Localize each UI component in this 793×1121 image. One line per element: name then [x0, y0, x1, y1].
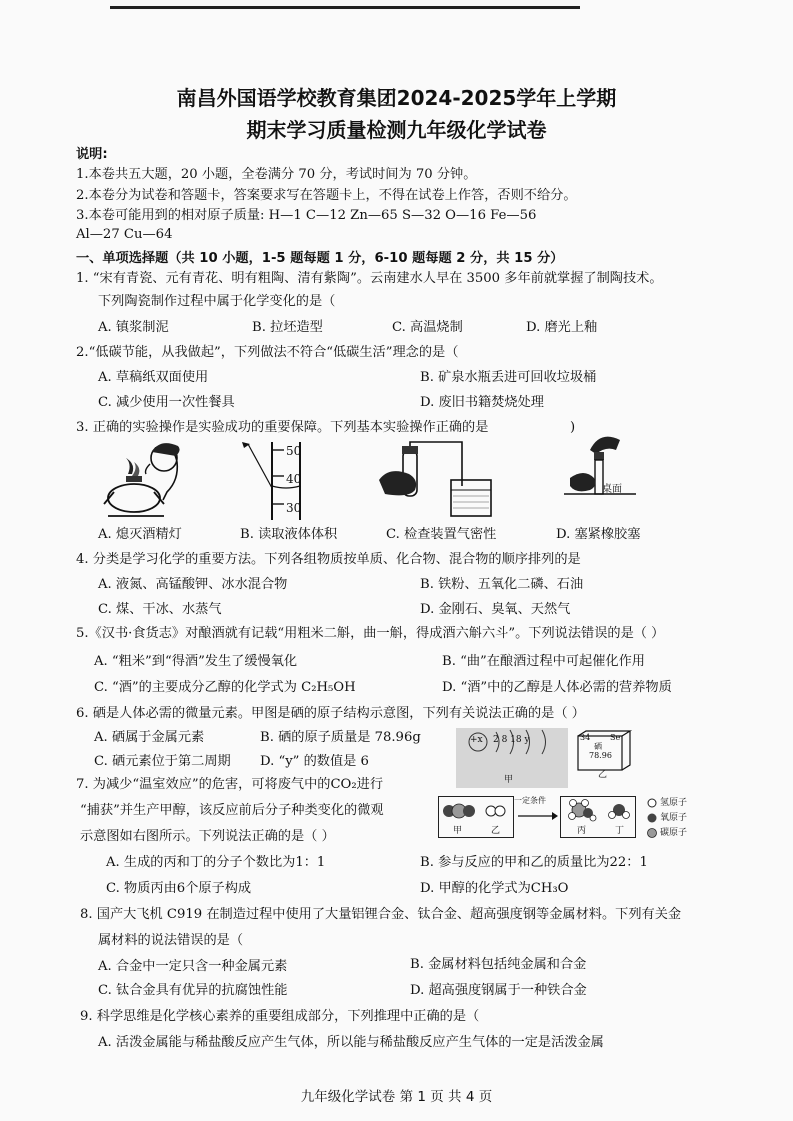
cylinder-tick-40: 40 — [286, 472, 302, 486]
desk-label: 桌面 — [602, 484, 622, 495]
exam-title-line2: 期末学习质量检测九年级化学试卷 — [246, 118, 547, 142]
q1-option-b: B. 拉坯造型 — [252, 320, 323, 335]
q2-option-b: B. 矿泉水瓶丢进可回收垃圾桶 — [420, 370, 597, 385]
q6-stem: 6. 硒是人体必需的微量元素。甲图是硒的原子结构示意图，下列有关说法正确的是（ ） — [76, 706, 585, 721]
element-mass: 78.96 — [589, 751, 612, 760]
q3-option-c: C. 检查装置气密性 — [386, 527, 497, 542]
atom-structure-panel — [456, 728, 568, 788]
element-number: 34 — [580, 733, 591, 742]
q9-stem: 9. 科学思维是化学核心素养的重要组成部分，下列推理中正确的是（ — [80, 1009, 480, 1024]
airtightness-figure — [375, 440, 515, 522]
legend-hydrogen: 氢原子 — [660, 798, 688, 808]
reactant-jia: 甲 — [453, 826, 463, 836]
q3-option-b: B. 读取液体体积 — [240, 527, 338, 542]
element-symbol: Se — [610, 733, 621, 742]
q6-option-a: A. 硒属于金属元素 — [94, 730, 205, 745]
atom-legend-markers — [646, 798, 660, 840]
reaction-condition: 一定条件 — [514, 796, 546, 805]
cylinder-tick-50: 50 — [286, 444, 302, 458]
note-3b: Al—27 Cu—64 — [76, 227, 173, 242]
atom-figure-label: 甲 — [504, 775, 514, 785]
reaction-arrow — [516, 806, 560, 820]
q3-option-d: D. 塞紧橡胶塞 — [556, 527, 641, 542]
q1-option-d: D. 磨光上釉 — [526, 320, 598, 335]
q1-option-a: A. 镇浆制泥 — [98, 320, 169, 335]
q6-option-c: C. 硒元素位于第二周期 — [94, 754, 231, 769]
reactant-yi: 乙 — [491, 826, 501, 836]
q2-option-c: C. 减少使用一次性餐具 — [98, 395, 235, 410]
notes-label: 说明: — [76, 147, 108, 162]
q3-paren: ) — [570, 420, 576, 435]
products-molecules — [561, 797, 637, 839]
q5-option-a: A. “粗米”到“得酒”发生了缓慢氧化 — [94, 654, 298, 669]
products-box — [560, 796, 636, 838]
scan-top-line — [110, 6, 580, 9]
element-figure-label: 乙 — [598, 770, 608, 780]
q7-option-d: D. 甲醇的化学式为CH₃O — [420, 881, 569, 896]
q6-option-b: B. 硒的原子质量是 78.96g — [260, 730, 421, 745]
q2-option-d: D. 废旧书籍焚烧处理 — [420, 395, 544, 410]
q6-option-d: D. “y” 的数值是 6 — [260, 754, 369, 769]
q9-option-a: A. 活泼金属能与稀盐酸反应产生气体，所以能与稀盐酸反应产生气体的一定是活泼金属 — [98, 1035, 604, 1050]
q8-option-a: A. 合金中一定只含一种金属元素 — [98, 959, 288, 974]
q4-stem: 4. 分类是学习化学的重要方法。下列各组物质按单质、化合物、混合物的顺序排列的是 — [76, 552, 581, 567]
q5-stem: 5.《汉书·食货志》对酿酒就有记载“用粗米二斛，曲一斛，得成酒六斛六斗”。下列说法错误的是（ ） — [76, 626, 665, 641]
q7-option-b: B. 参与反应的甲和乙的质量比为22：1 — [420, 855, 648, 870]
legend-carbon: 碳原子 — [660, 828, 688, 838]
q1-option-c: C. 高温烧制 — [392, 320, 463, 335]
q8-option-c: C. 钛合金具有优异的抗腐蚀性能 — [98, 983, 288, 998]
q2-option-a: A. 草稿纸双面使用 — [98, 370, 209, 385]
note-2: 2.本卷分为试卷和答题卡，答案要求写在答题卡上，不得在试卷上作答，否则不给分。 — [76, 188, 577, 203]
graduated-cylinder-figure — [238, 440, 318, 520]
product-bing: 丙 — [577, 826, 587, 836]
q8-option-b: B. 金属材料包括纯金属和合金 — [410, 957, 587, 972]
reactants-molecules — [439, 797, 515, 839]
q7-stem-1: 7. 为减少“温室效应”的危害，可将废气中的CO₂进行 — [76, 777, 384, 792]
q4-option-c: C. 煤、干冰、水蒸气 — [98, 602, 222, 617]
alcohol-lamp-figure — [100, 440, 210, 522]
product-ding: 丁 — [615, 826, 625, 836]
q5-option-b: B. “曲”在酿酒过程中可起催化作用 — [442, 654, 645, 669]
q4-option-d: D. 金刚石、臭氧、天然气 — [420, 602, 571, 617]
q1-stem-2: 下列陶瓷制作过程中属于化学变化的是（ — [98, 294, 336, 309]
element-name: 硒 — [594, 742, 602, 751]
q2-stem: 2.“低碳节能，从我做起”，下列做法不符合“低碳生活”理念的是（ — [76, 345, 459, 360]
q7-stem-3: 示意图如右图所示。下列说法正确的是（ ） — [80, 829, 335, 844]
note-3: 3.本卷可能用到的相对原子质量: H—1 C—12 Zn—65 S—32 O—16 Fe—56 — [76, 208, 537, 223]
page-footer: 九年级化学试卷 第 1 页 共 4 页 — [300, 1089, 493, 1105]
q3-option-a: A. 熄灭酒精灯 — [98, 527, 182, 542]
rubber-stopper-figure — [560, 430, 640, 520]
q4-option-b: B. 铁粉、五氧化二磷、石油 — [420, 577, 584, 592]
note-1: 1.本卷共五大题，20 小题，全卷满分 70 分，考试时间为 70 分钟。 — [76, 167, 477, 182]
q7-stem-2: “捕获”并生产甲醇，该反应前后分子种类变化的微观 — [80, 803, 384, 818]
q4-option-a: A. 液氮、高锰酸钾、冰水混合物 — [98, 577, 288, 592]
q8-stem-2: 属材料的说法错误的是（ — [98, 933, 244, 948]
q5-option-d: D. “酒”中的乙醇是人体必需的营养物质 — [442, 680, 672, 695]
shell-numbers: 2 8 18 y — [493, 735, 530, 745]
q1-stem-1: 1. “宋有青瓷、元有青花、明有粗陶、清有紫陶”。云南建水人早在 3500 多年前就掌握了制陶技术。 — [76, 271, 663, 286]
q7-option-a: A. 生成的丙和丁的分子个数比为1：1 — [106, 855, 326, 870]
legend-oxygen: 氧原子 — [660, 813, 688, 823]
q3-stem: 3. 正确的实验操作是实验成功的重要保障。下列基本实验操作正确的是 — [76, 420, 489, 435]
q8-option-d: D. 超高强度钢属于一种铁合金 — [410, 983, 587, 998]
cylinder-tick-30: 30 — [286, 501, 302, 515]
exam-title-line1: 南昌外国语学校教育集团2024-2025学年上学期 — [176, 86, 617, 110]
section-1-heading: 一、单项选择题（共 10 小题，1-5 题每题 1 分，6-10 题每题 2 分，共 15 分） — [76, 251, 564, 266]
q5-option-c: C. “酒”的主要成分乙醇的化学式为 C₂H₅OH — [94, 680, 356, 695]
nucleus-label: +x — [470, 735, 483, 745]
q7-option-c: C. 物质丙由6个原子构成 — [106, 881, 252, 896]
q8-stem-1: 8. 国产大飞机 C919 在制造过程中使用了大量铝锂合金、钛合金、超高强度钢等金属材料。下列有关金 — [80, 907, 682, 922]
reactants-box — [438, 796, 514, 838]
